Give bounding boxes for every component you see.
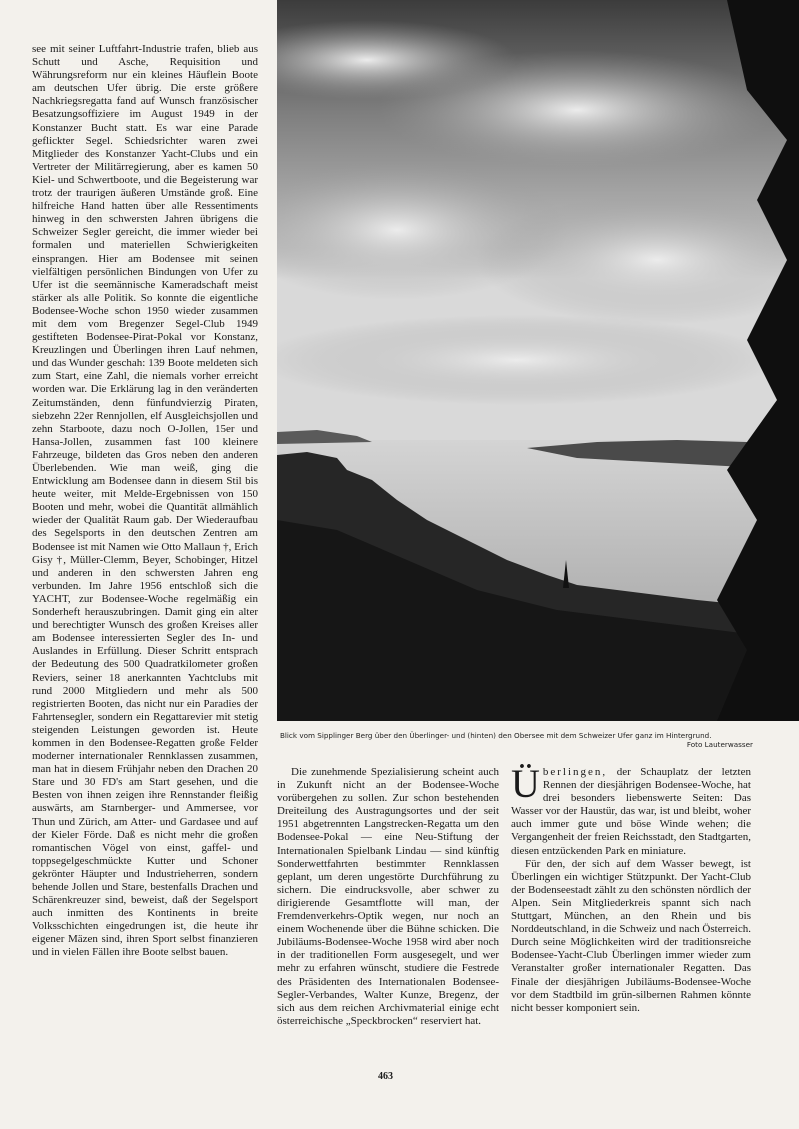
paragraph-1-text: der Schauplatz der letzten Rennen der diesjährigen Bodensee-Woche, hat drei besonders liebenswerte Seiten: Das Wasser vor der Haustür, das war, ist und bleibt, woher auch immer gute und böse Winde wehen; die Vergangenheit der freien Reichsstadt, den Stadtgarten, diesen entzückenden Park en miniature. [511, 766, 751, 857]
lead-word: berlingen, [542, 766, 608, 778]
article-left-column [32, 43, 258, 960]
landscape-photo [277, 0, 799, 721]
left-column-text: see mit seiner Luftfahrt-Industrie trafen, blieb aus Schutt und Asche, Requisition und Währungsreform nur ein kleines Häuflein Boote am deutschen Ufer übrig. Die erste größere Nachkriegsregatta fand auf Wunsch französischer Besatzungsoffiziere im August 1949 in der Konstanzer Bucht statt. Es war eine Parade geflickter Segel. Schiedsrichter waren zwei Mitglieder des Konstanzer Yacht-Clubs und ein Vertreter der Militärregierung, aber es kamen 50 Kiel- und Schwertboote, und die Begeisterung war trotz der traurigen äußeren Umstände groß. Eine hilfreiche Hand hatten über alle Ressentiments hinweg in den schwersten Jahren übrigens die Schweizer Segler gereicht, die immer wieder bei formalen und materiellen Schwierigkeiten einsprangen. Hier am Bodensee mit seinen vielfältigen persönlichen Bindungen von Ufer zu Ufer ist die seemännische Kameradschaft meist stärker als alle Politik. So konnte die eigentliche Bodensee-Woche schon 1950 wieder zusammen mit dem vom Bregenzer Segel-Club 1949 gestifteten Bodensee-Pirat-Pokal vor Konstanz, Kreuzlingen und Überlingen ihren Lauf nehmen, und das Wunder geschah: 139 Boote meldeten sich zum Start, eine Zahl, die niemals vorher erreicht worden war. Die Erklärung lag in den veränderten Zeitumständen, denn fünfundvierzig Piraten, siebzehn 22er Rennjollen, elf Ausgleichsjollen und zehn Starboote, dazu noch O-Jollen, 15er und Hansa-Jollen, zusammen fast 100 kleinere Fahrzeuge, bildeten das Gros neben den anderen Überlebenden. Wie man weiß, ging die Entwicklung am Bodensee dann in diesem Stil bis heute weiter, mit Melde-Ergebnissen von 150 Booten und mehr, wobei die Quantität allmählich wieder der Qualität Raum gab. Der Wiederaufbau des Segelsports in den deutschen Zentren am Bodensee ist mit Namen wie Otto Mallaun †, Erich Gisy †, Müller-Clemm, Beyer, Schobinger, Hitzel und anderen in den schwersten Jahren eng verbunden. Im Jahre 1956 entschloß sich die YACHT, zur Bodensee-Woche regelmäßig ein Sonderheft herauszubringen. Damit ging ein alter und berechtigter Wunsch des großen Kreises aller am Bodensee interessierten Segler des In- und Auslandes in Erfüllung. Dieser Schritt entsprach der Bedeutung des 500 Quadratkilometer großen Reviers, seiner 18 anerkannten Yachtclubs mit rund 2000 Mitgliedern und mehr als 500 registrierten Booten, das nicht nur ein Paradies der Fahrtensegler, sondern ein Regattarevier mit stetig steigenden Leistungen geworden ist. Heute kommen in den Bodensee-Regatten große Felder moderner internationaler Rennklassen zusammen, man hat in diesem Frühjahr neben den Drachen 20 Stare und 30 FD's am Start gesehen, und die Besten von ihnen zeigen ihre Rennstander fleißig auswärts, am Starnberger- und Ammersee, vor Thun und Zürich, am Atter- und Gardasee und auf der Kieler Förde. Daß es nicht mehr die großen romantischen Vögel von einst, gaffel- und toppsegelgeschmückte Kutter und Schoner gekrönter Häupter und Industrieherren, sondern behende Jollen und Stare, bestenfalls Drachen und Schärenkreuzer sind, beweist, daß der Segelsport auch inmitten des Kontinents in breite Volksschichten eingedrungen ist, die heute ihr eigener Mäzen sind, ihren Sport selbst finanzieren und in vielen Fällen ihre Boote selbst bauen. [32, 43, 258, 959]
right-column-paragraph-2: Für den, der sich auf dem Wasser bewegt, ist Überlingen ein wichtiger Stützpunkt. Der Yacht-Club der Bodenseestadt zählt zu den schönsten nördlich der Alpen. Sein Mitgliederkreis spannt sich nach Stuttgart, München, an den Rhein und bis Norddeutschland, in die Schweiz und nach Österreich. Durch seine Möglichkeiten wird der traditionsreiche Bodensee-Yacht-Club Überlingen immer wieder zum Veranstalter großer internationaler Regatten. Das Finale der diesjährigen Jubiläums-Bodensee-Woche vor dem Stadtbild im grün-silbernen Rahmen könnte nicht besser komponiert sein. [511, 857, 751, 1014]
article-right-column [511, 761, 751, 1015]
page-number: 463 [378, 1071, 393, 1082]
caption-text: Blick vom Sipplinger Berg über den Überlinger- und (hinten) den Obersee mit dem Schweizer Ufer ganz im Hintergrund. [280, 731, 712, 740]
photo-caption [280, 731, 753, 749]
article-middle-column [277, 766, 499, 1028]
lake-photo-illustration [277, 0, 799, 721]
dropcap-letter: Ü [511, 761, 540, 806]
right-column-paragraph-1 [511, 761, 751, 858]
photo-credit: Foto Lauterwasser [686, 740, 753, 749]
middle-column-text: Die zunehmende Spezialisierung scheint auch in Zukunft nicht an der Bodensee-Woche vorübergehen zu sollen. Zur schon bestehenden Dreiteilung des Austragungsortes und der seit 1951 abgetrennten Langstrecken-Regatta um den Bodensee-Pokal — eine Neu-Stiftung der Internationalen Spielbank Lindau — sind künftig Sonderwettfahrten bestimmter Rennklassen geplant, um deren ungestörte Durchführung zu sichern. Die eindrucksvolle, aber schwer zu dirigierende Gesamtflotte will man, der Fremdenverkehrs-Optik wegen, nur noch an einem Wochenende über die Bühne schicken. Die Jubiläums-Bodensee-Woche 1958 wird aber noch in der traditionellen Form ausgesegelt, und wer mehr zu erfahren wünscht, studiere die Festrede des Präsidenten des Internationalen Bodensee-Segler-Verbandes, Walter Kunze, Bregenz, der sich aus dem reichen Archivmaterial einige echt österreichische „Speckbrocken“ reserviert hat. [277, 766, 499, 1027]
